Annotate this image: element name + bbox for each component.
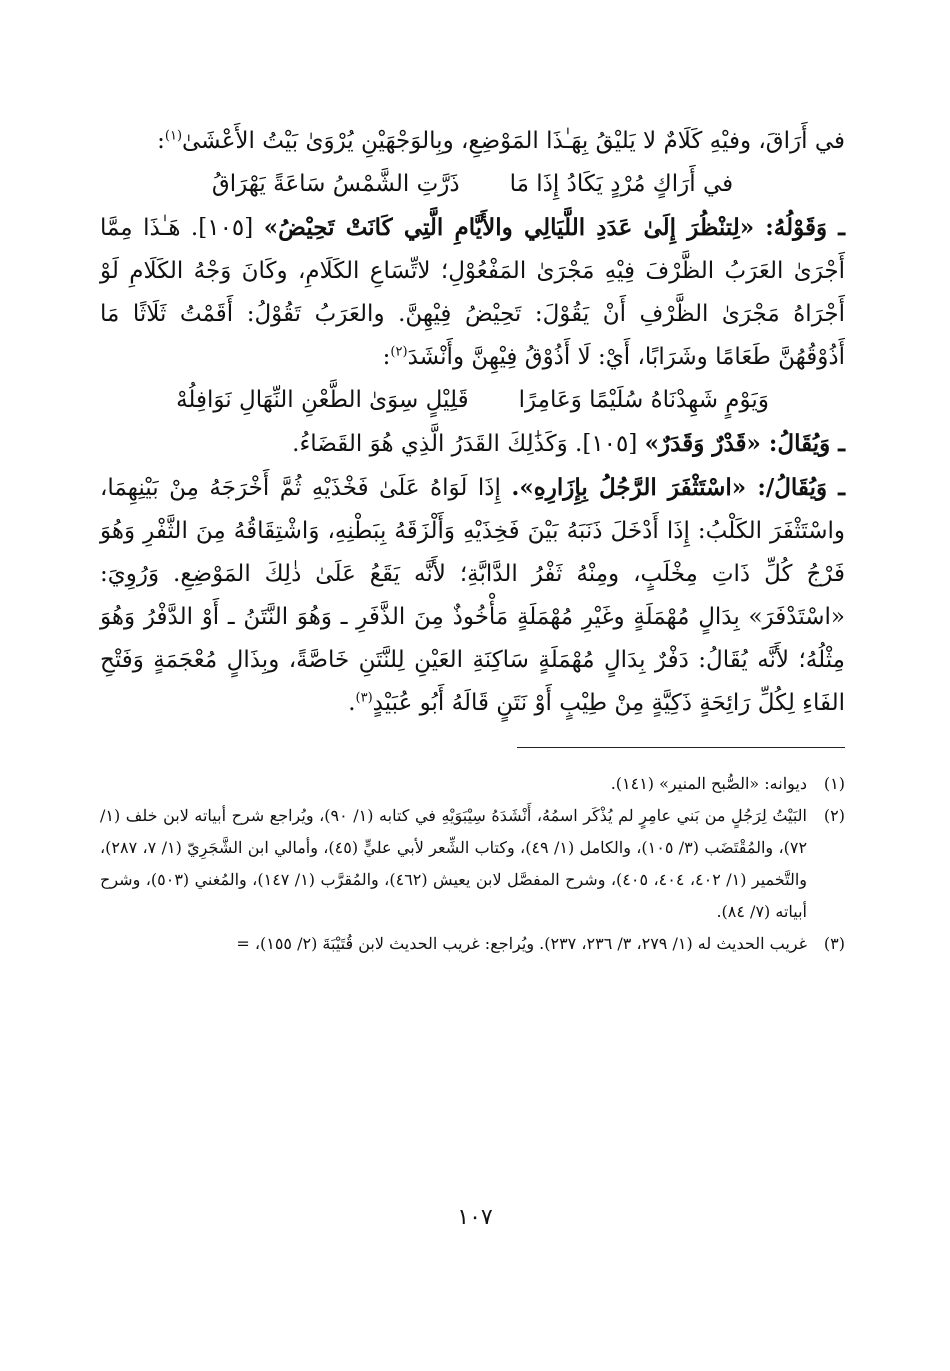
paragraph-2-tail: : (382, 344, 391, 370)
footnote-3-number: (٣) (823, 934, 845, 953)
footnote-2-text: البَيْتُ لِرَجُلٍ من بَني عامِرٍ لم يُذْكَر اسمُهُ، أَنْشَدَهُ سِيْبَوَيْهِ في كتابه (١/ ٩٠)، ويُراجع شرح أبياته لابن خلف (١/ ٧٢)، والمُقْتَضَب (٣/ ١٠٥)، والكامل (١/ ٤٩)، وكتاب الشِّعر لأبي عليٍّ (٤٥)، وأمالي ابن الشَّجَرِيّ (١/ ٧، ٢٨٧)، والتَّخمير (١/ ٤٠٢، ٤٠٤، ٤٠٥)، وشرح المفصَّل لابن يعيش (٤٦٢)، والمُقرَّب (١/ ١٤٧)، والمُغني (٥٠٣)، وشرح أبياته (٧/ ٨٤). (100, 806, 808, 921)
verse-1 (100, 163, 845, 206)
verse-1-second-hemistich: ذَرَّتِ الشَّمْسُ سَاعَةً يَهْرَاقُ (211, 171, 460, 197)
verse-2-second-hemistich: قَلِيْلٍ سِوَىٰ الطَّعْنِ النِّهَالِ نَوَافِلُهْ (176, 387, 469, 413)
paragraph-4-text: إِذَا لَوَاهُ عَلَىٰ فَخْذَيْهِ ثُمَّ أَخْرَجَهُ مِنْ بَيْنِهِمَا، واسْتَثْفَرَ الكَلْبُ: إِذَا أَدْخَلَ ذَنَبَهُ بَيْنَ فَخِذَيْهِ وَأَلْزَقَهُ بِبَطْنِهِ، وَاشْتِقَاقُهُ مِنَ الثَّفْرِ وَهُوَ فَرْجُ كُلِّ ذَاتِ مِخْلَبٍ، ومِنْهُ ثَفْرُ الدَّابَّةِ؛ لأَنَّه يَقَعُ عَلَىٰ ذٰلِكَ المَوْضِعِ. وَرُوِيَ: «اسْتَدْفَرَ» بِدَالٍ مُهْمَلَةٍ وغَيْرِ مُهْمَلَةٍ مَأْخُوذٌ مِنَ الذَّفَرِ ـ وَهُوَ النَّتَنُ ـ أَوْ الدَّفْرُ وَهُوَ مِثْلُهُ؛ لأَنَّه يُقَالُ: دَفْرٌ بِدَالٍ مُهْمَلَةٍ سَاكِنَةِ العَيْنِ لِلنَّتَنِ خَاصَّةً، وبِذَالٍ مُعْجَمَةٍ وَفَتْحِ الفَاءِ لِكُلِّ رَائِحَةٍ ذَكِيَّةٍ مِنْ طِيْبٍ أَوْ نَتَنٍ قَالَهُ أَبُو عُبَيْدٍ (100, 475, 845, 716)
footnote-1 (100, 768, 845, 800)
paragraph-1-text: في أَرَاقَ، وفيْهِ كَلَامٌ لا يَليْقُ بِهَـٰذَا المَوْضِعِ، وبِالوَجْهَيْنِ يُرْوَىٰ بَيْتُ الأَعْشَىٰ (182, 128, 845, 154)
paragraph-2-lead: ـ وَقَوْلُهُ: «لِتنْظُرَ إِلَىٰ عَدَدِ اللَّيَالِي والأَيَّامِ الَّتِي كَانَتْ تَحِيْضُ» (263, 214, 845, 241)
footnotes (100, 768, 845, 960)
footnote-ref-3: (٣) (355, 690, 373, 706)
footnote-3-text: غريب الحديث له (١/ ٢٧٩، ٣/ ٢٣٦، ٢٣٧). ويُراجع: غريب الحديث لابن قُتَيْبَةَ (٢/ ١٥٥)، = (236, 934, 807, 953)
footnote-ref-1: (١) (164, 128, 183, 144)
paragraph-1 (100, 120, 845, 163)
paragraph-3 (100, 422, 845, 466)
verse-2 (100, 379, 845, 422)
footnote-1-text: ديوانه: «الصُّبح المنير» (١٤١). (610, 774, 807, 793)
paragraph-3-text: [١٠٥]. وَكَذَٰلِكَ القَدَرُ الَّذِي هُوَ القَضَاءُ. (292, 431, 638, 457)
footnote-divider (517, 747, 845, 748)
paragraph-2-text: [١٠٥]. هَـٰذَا مِمَّا أَجْرَىٰ العَرَبُ الظَّرْفَ فِيْهِ مَجْرَىٰ المَفْعُوْلِ؛ لاتِّسَاعِ الكَلَامِ، وكَانَ وَجْهُ الكَلَامِ لَوْ أَجْرَاهُ مَجْرَىٰ الظَّرْفِ أَنْ يَقُوْلَ: تَحِيْضُ فِيْهِنَّ. والعَرَبُ تَقُوْلُ: أَقَمْتُ ثَلَاثًا مَا أَذُوْقُهُنَّ طَعَامًا وشَرَابًا، أَيْ: لَا أَذُوْقُ فِيْهِنَّ وأَنْشَدَ (100, 215, 845, 370)
page-body (100, 120, 845, 960)
paragraph-3-lead: ـ وَيُقَالُ: «قَدْرٌ وَقَدَرٌ» (644, 430, 845, 457)
paragraph-4-lead: ـ وَيُقَالُ/: «اسْتَثْفَرَ الرَّجُلُ بِإِزَارِهِ». (511, 474, 845, 501)
page-number: ١٠٧ (457, 1205, 493, 1230)
paragraph-4-tail: . (348, 690, 356, 716)
footnote-ref-2: (٢) (390, 344, 408, 360)
verse-1-first-hemistich: في أَرَاكٍ مُرْدٍ يَكَادُ إِذَا مَا (509, 171, 734, 197)
paragraph-2 (100, 206, 845, 379)
footnote-2-number: (٢) (823, 806, 845, 825)
footnote-2 (100, 800, 845, 928)
verse-2-first-hemistich: وَيَوْمٍ شَهِدْنَاهُ سُلَيْمًا وَعَامِرًا (518, 387, 769, 413)
paragraph-4 (100, 466, 845, 725)
footnote-3 (100, 928, 845, 960)
paragraph-1-tail: : (157, 128, 165, 154)
footnote-1-number: (١) (823, 774, 845, 793)
